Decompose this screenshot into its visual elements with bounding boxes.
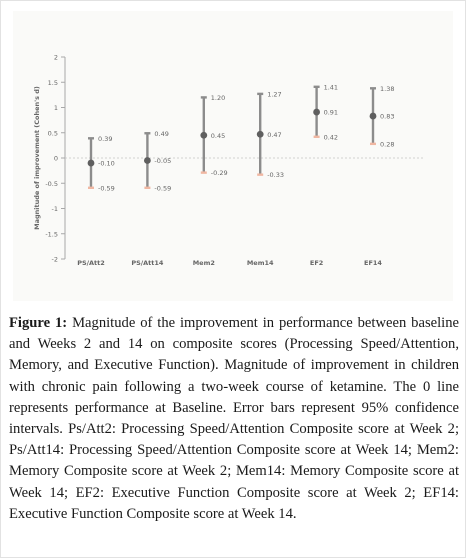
point-estimate-marker: [257, 131, 264, 138]
category-label: PS/Att2: [77, 259, 105, 267]
y-tick-label: -0.5: [45, 179, 58, 188]
y-axis-title: Magnitude of improvement (Cohen's d): [33, 86, 41, 230]
category-label: Mem2: [192, 259, 215, 267]
upper-bound-label: 1.38: [380, 84, 395, 93]
y-tick-label: -1.5: [45, 230, 58, 239]
lower-bound-label: -0.29: [210, 169, 228, 178]
upper-bound-label: 0.49: [154, 129, 169, 138]
lower-bound-label: -0.59: [98, 184, 115, 193]
y-tick-label: -2: [51, 255, 58, 264]
point-estimate-marker: [144, 157, 151, 164]
lower-bound-label: -0.59: [154, 184, 172, 193]
lower-bound-label: 0.28: [380, 140, 395, 149]
caption-label: Figure 1:: [9, 315, 68, 331]
y-tick-label: 1.5: [47, 78, 58, 87]
chart-panel: [13, 11, 453, 301]
upper-bound-label: 0.39: [98, 134, 113, 143]
point-estimate-marker: [88, 160, 95, 167]
point-estimate-label: 0.45: [210, 131, 226, 140]
lower-bound-label: 0.42: [323, 133, 339, 142]
label-layer: [77, 83, 394, 267]
y-tick-label: 0: [53, 154, 58, 163]
category-label: EF14: [364, 259, 382, 267]
y-tick-label: 2: [53, 53, 58, 62]
caption-text: Magnitude of the improvement in performance between baseline and Weeks 2 and 14 on composite scores (Processing Speed/Attention, Memory, and Executive Function). Magnitude of improvement in children with chronic pain following a two-week course of ketamine. The 0 line represents performance at Baseline. Error bars represent 95% confidence intervals. Ps/Att2: Processing Speed/Attention Composite score at Week 2; Ps/Att14: Processing Speed/Attention Composite score at Week 14; Mem2: Memory Composite score at Week 2; Mem14: Memory Composite score at Week 14; EF2: Executive Function Composite score at Week 2; EF14: Executive Function Composite score at Week 14.: [9, 315, 459, 522]
upper-bound-label: 1.27: [267, 90, 282, 99]
point-estimate-label: -0.05: [154, 157, 172, 166]
category-label: EF2: [309, 259, 324, 267]
y-tick-label: -1: [51, 205, 58, 213]
lower-bound-label: -0.33: [267, 171, 285, 180]
category-label: PS/Att14: [131, 259, 164, 267]
y-tick-label: 1: [53, 104, 58, 112]
point-estimate-label: -0.10: [98, 159, 115, 168]
point-estimate-label: 0.47: [267, 130, 282, 139]
figure-caption: [9, 313, 459, 525]
point-estimate-marker: [200, 132, 207, 139]
error-bar-chart: [13, 11, 453, 301]
category-label: Mem14: [246, 259, 274, 267]
upper-bound-label: 1.20: [210, 93, 226, 102]
point-estimate-marker: [370, 113, 377, 120]
y-tick-label: 0.5: [47, 129, 58, 138]
point-estimate-marker: [313, 109, 320, 116]
upper-bound-label: 1.41: [323, 83, 339, 92]
point-estimate-label: 0.91: [323, 108, 339, 117]
point-estimate-label: 0.83: [380, 112, 395, 121]
